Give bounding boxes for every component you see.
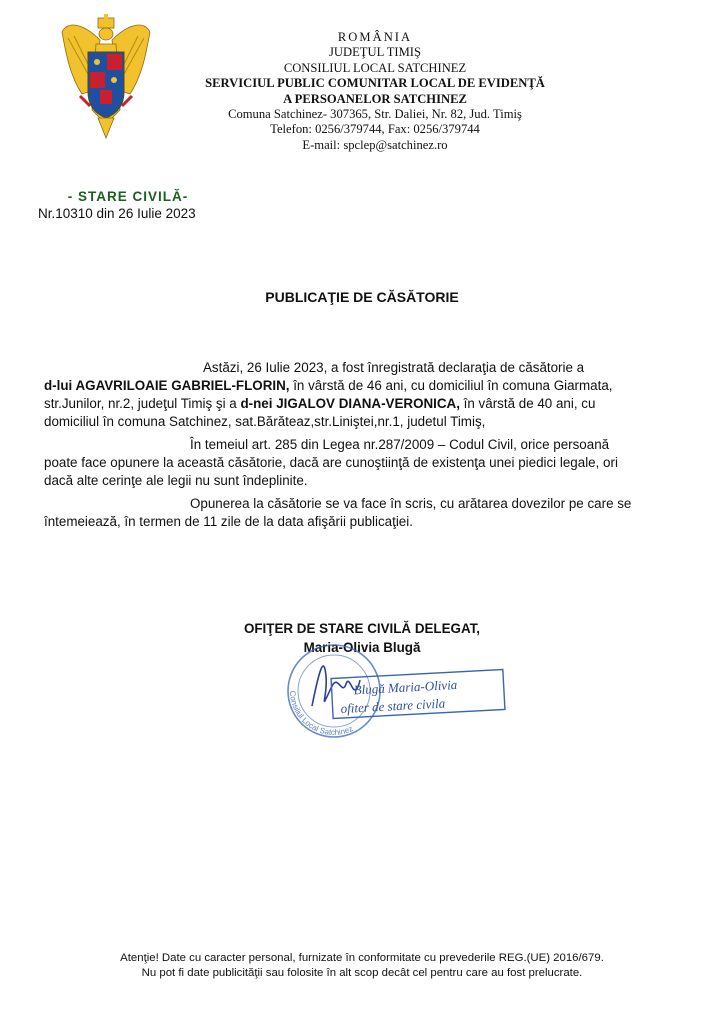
header-phone: Telefon: 0256/379744, Fax: 0256/379744 — [270, 122, 480, 137]
romania-coat-of-arms-icon — [60, 14, 152, 142]
body-line-2 — [44, 377, 613, 395]
body-line-7: dacă alte cerinţe ale legii nu sunt îndeplinite. — [44, 473, 308, 488]
header-email: E-mail: spclep@satchinez.ro — [302, 137, 448, 152]
institution-header — [170, 30, 580, 153]
body-line-9: întemeiează, în termen de 11 zile de la data afişării publicaţiei. — [44, 514, 413, 529]
body-line-8: Opunerea la căsătorie se va face în scris, cu arătarea dovezilor pe care se — [190, 496, 632, 511]
official-stamp — [272, 636, 512, 746]
groom-name: d-lui AGAVRILOAIE GABRIEL-FLORIN, — [44, 378, 290, 393]
footer-line-2: Nu pot fi date publicităţii sau folosite în alt scop decât cel pentru care au fost prelucrate. — [141, 967, 583, 979]
body-line-3-a: str.Junilor, nr.2, judeţul Timiş şi a — [44, 396, 241, 411]
header-service: SERVICIUL PUBLIC COMUNITAR LOCAL DE EVIDENŢĂ — [205, 76, 545, 91]
header-county: JUDEŢUL TIMIŞ — [329, 45, 421, 60]
officer-name: Maria-Olivia Blugă — [303, 640, 421, 655]
body-line-6: poate face opunere la această căsătorie, dacă are cunoştiinţă de existenţa unei piedici legale, ori — [44, 455, 618, 470]
body-line-2-rest: în vârstă de 46 ani, cu domiciliul în comuna Giarmata, — [289, 378, 613, 393]
officer-title: OFIŢER DE STARE CIVILĂ DELEGAT, — [243, 621, 481, 636]
stamp-role: ofiter de stare civila — [340, 695, 446, 717]
body-line-3-b: în vârstă de 40 ani, cu — [459, 396, 596, 411]
registration-number: Nr.10310 din 26 Iulie 2023 — [38, 206, 196, 221]
header-address: Comuna Satchinez- 307365, Str. Daliei, Nr. 82, Jud. Timiş — [228, 107, 522, 122]
header-council: CONSILIUL LOCAL SATCHINEZ — [283, 60, 467, 75]
body-line-1: Astăzi, 26 Iulie 2023, a fost înregistrată declaraţia de căsătorie a — [203, 360, 585, 375]
header-service-cont: A PERSOANELOR SATCHINEZ — [283, 91, 467, 106]
stamp-name: Blugă Maria-Olivia — [353, 676, 458, 698]
footer-line-1: Atenţie! Date cu caracter personal, furnizate în conformitate cu prevederile REG.(UE) 2016/679. — [120, 952, 604, 964]
seal-text: Consiliul Local Satchinez — [287, 690, 355, 738]
privacy-footer — [0, 951, 724, 981]
section-label: - STARE CIVILĂ- — [67, 189, 189, 204]
body-line-5: În temeiul art. 285 din Legea nr.287/2009 – Codul Civil, orice persoană — [190, 437, 610, 452]
document-title: PUBLICAŢIE DE CĂSĂTORIE — [265, 289, 459, 305]
bride-name: d-nei JIGALOV DIANA-VERONICA, — [240, 396, 460, 411]
body-line-4: domiciliul în comuna Satchinez, sat.Bărăteaz,str.Liniştei,nr.1, judetul Timiş, — [44, 414, 486, 429]
body-line-3 — [44, 395, 595, 413]
header-country: ROMÂNIA — [337, 30, 413, 44]
